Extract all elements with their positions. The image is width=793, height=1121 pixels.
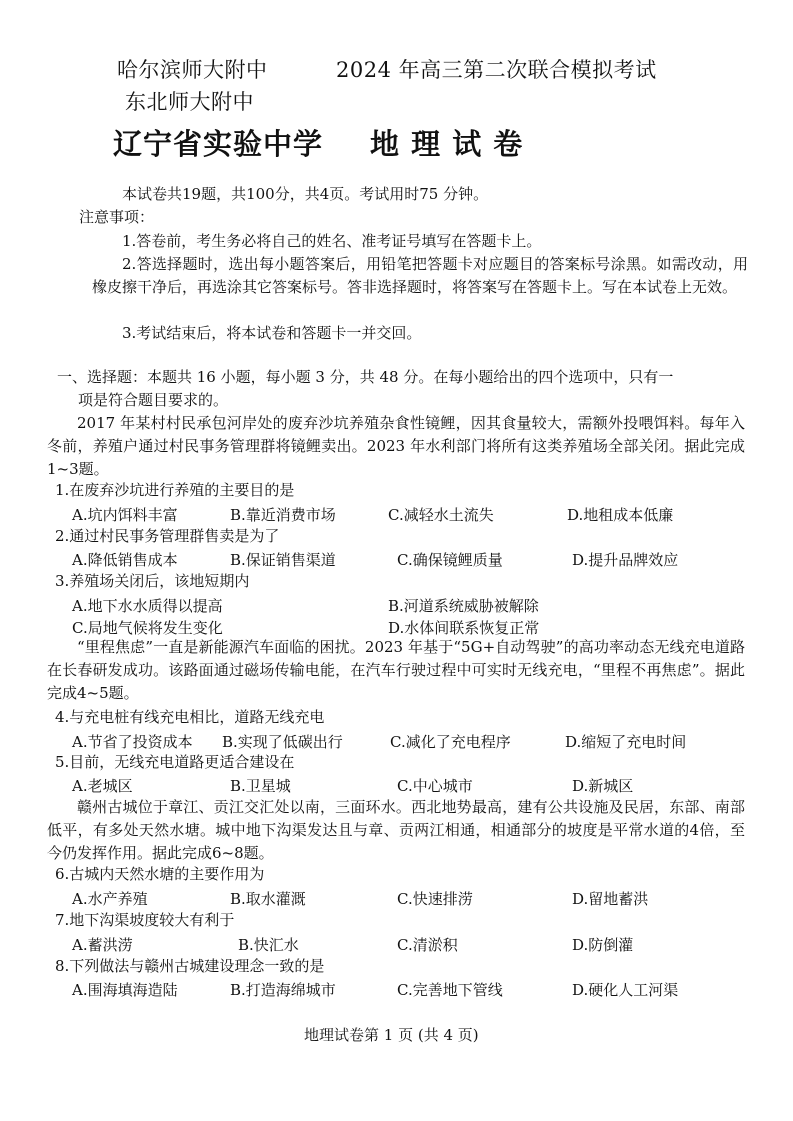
question-4-option-d: D.缩短了充电时间 xyxy=(565,733,687,751)
question-4-option-b: B.实现了低碳出行 xyxy=(222,733,343,751)
question-6-option-d: D.留地蓄洪 xyxy=(572,890,649,908)
question-6-stem: 6.古城内天然水塘的主要作用为 xyxy=(55,865,265,883)
school-name-liaoning: 辽宁省实验中学 xyxy=(113,127,324,161)
passage-1: 2017 年某村村民承包河岸处的废弃沙坑养殖杂食性镜鲤，因其食量较大，需额外投喂饵料。每年入冬前，养殖户通过村民事务管理群将镜鲤卖出。2023 年水利部门将所有这类养殖场全部关闭。据此完成1~3题。 xyxy=(47,414,745,478)
question-1-option-a: A.坑内饵料丰富 xyxy=(72,506,178,524)
question-3-option-b: B.河道系统威胁被解除 xyxy=(388,597,539,615)
notice-title: 注意事项： xyxy=(79,208,155,226)
question-4-option-a: A.节省了投资成本 xyxy=(72,733,193,751)
question-2-option-a: A.降低销售成本 xyxy=(72,551,178,569)
question-1-option-c: C.减轻水土流失 xyxy=(388,506,494,524)
question-7-stem: 7.地下沟渠坡度较大有利于 xyxy=(55,911,235,929)
section-heading-line2: 项是符合题目要求的。 xyxy=(78,391,229,409)
page-footer: 地理试卷第 1 页 (共 4 页) xyxy=(304,1026,479,1044)
question-6-option-b: B.取水灌溉 xyxy=(230,890,306,908)
notice-item-2: 2.答选择题时，选出每小题答案后，用铅笔把答题卡对应题目的答案标号涂黑。如需改动，用橡皮擦干净后，再选涂其它答案标号。答非选择题时，将答案写在答题卡上。写在本试卷上无效。 xyxy=(92,255,748,296)
question-4-option-c: C.减化了充电程序 xyxy=(390,733,511,751)
question-6-option-a: A.水产养殖 xyxy=(72,890,148,908)
question-8-option-a: A.围海填海造陆 xyxy=(72,981,178,999)
school-name-harbin: 哈尔滨师大附中 xyxy=(117,58,268,82)
question-5-option-b: B.卫星城 xyxy=(230,777,291,795)
question-7-option-c: C.清淤积 xyxy=(397,936,458,954)
question-2-option-c: C.确保镜鲤质量 xyxy=(397,551,503,569)
question-7-option-b: B.快汇水 xyxy=(238,936,299,954)
question-8-option-b: B.打造海绵城市 xyxy=(230,981,336,999)
question-8-stem: 8.下列做法与赣州古城建设理念一致的是 xyxy=(55,957,325,975)
notice-item-1: 1.答卷前，考生务必将自己的姓名、准考证号填写在答题卡上。 xyxy=(122,232,542,250)
question-5-stem: 5.目前，无线充电道路更适合建设在 xyxy=(55,753,295,771)
question-8-option-d: D.硬化人工河渠 xyxy=(572,981,679,999)
question-1-option-b: B.靠近消费市场 xyxy=(230,506,336,524)
exam-intro: 本试卷共19题，共100分，共4页。考试用时75 分钟。 xyxy=(122,185,489,203)
notice-item-3: 3.考试结束后，将本试卷和答题卡一并交回。 xyxy=(122,324,422,342)
question-5-option-c: C.中心城市 xyxy=(397,777,473,795)
question-4-stem: 4.与充电桩有线充电相比，道路无线充电 xyxy=(55,708,325,726)
passage-3: 赣州古城位于章江、贡江交汇处以南，三面环水。西北地势最高，建有公共设施及民居，东部、南部低平，有多处天然水塘。城中地下沟渠发达且与章、贡两江相通，相通部分的坡度是平常水道的4倍，至今仍发挥作用。据此完成6~8题。 xyxy=(47,798,745,862)
question-2-stem: 2.通过村民事务管理群售卖是为了 xyxy=(55,527,280,545)
question-8-option-c: C.完善地下管线 xyxy=(397,981,503,999)
question-6-option-c: C.快速排涝 xyxy=(397,890,473,908)
question-3-option-a: A.地下水水质得以提高 xyxy=(72,597,223,615)
subject-title: 地 理 试 卷 xyxy=(370,127,524,161)
question-1-option-d: D.地租成本低廉 xyxy=(567,506,674,524)
question-7-option-a: A.蓄洪涝 xyxy=(72,936,133,954)
question-2-option-b: B.保证销售渠道 xyxy=(230,551,336,569)
section-heading-line1: 一、选择题：本题共 16 小题，每小题 3 分，共 48 分。在每小题给出的四个选项中，只有一 xyxy=(57,368,674,386)
question-3-option-d: D.水体间联系恢复正常 xyxy=(388,619,540,637)
school-name-northeast: 东北师大附中 xyxy=(125,90,254,114)
question-5-option-a: A.老城区 xyxy=(72,777,133,795)
question-5-option-d: D.新城区 xyxy=(572,777,634,795)
question-3-option-c: C.局地气候将发生变化 xyxy=(72,619,223,637)
question-1-stem: 1.在废弃沙坑进行养殖的主要目的是 xyxy=(55,481,295,499)
question-7-option-d: D.防倒灌 xyxy=(572,936,634,954)
question-2-option-d: D.提升品牌效应 xyxy=(572,551,679,569)
exam-title: 2024 年高三第二次联合模拟考试 xyxy=(336,58,657,82)
passage-2: “里程焦虑”一直是新能源汽车面临的困扰。2023 年基于“5G+自动驾驶”的高功率动态无线充电道路在长春研发成功。该路面通过磁场传输电能，在汽车行驶过程中可实时无线充电，“里程不再焦虑”。据此完成4~5题。 xyxy=(47,638,745,702)
question-3-stem: 3.养殖场关闭后，该地短期内 xyxy=(55,572,250,590)
